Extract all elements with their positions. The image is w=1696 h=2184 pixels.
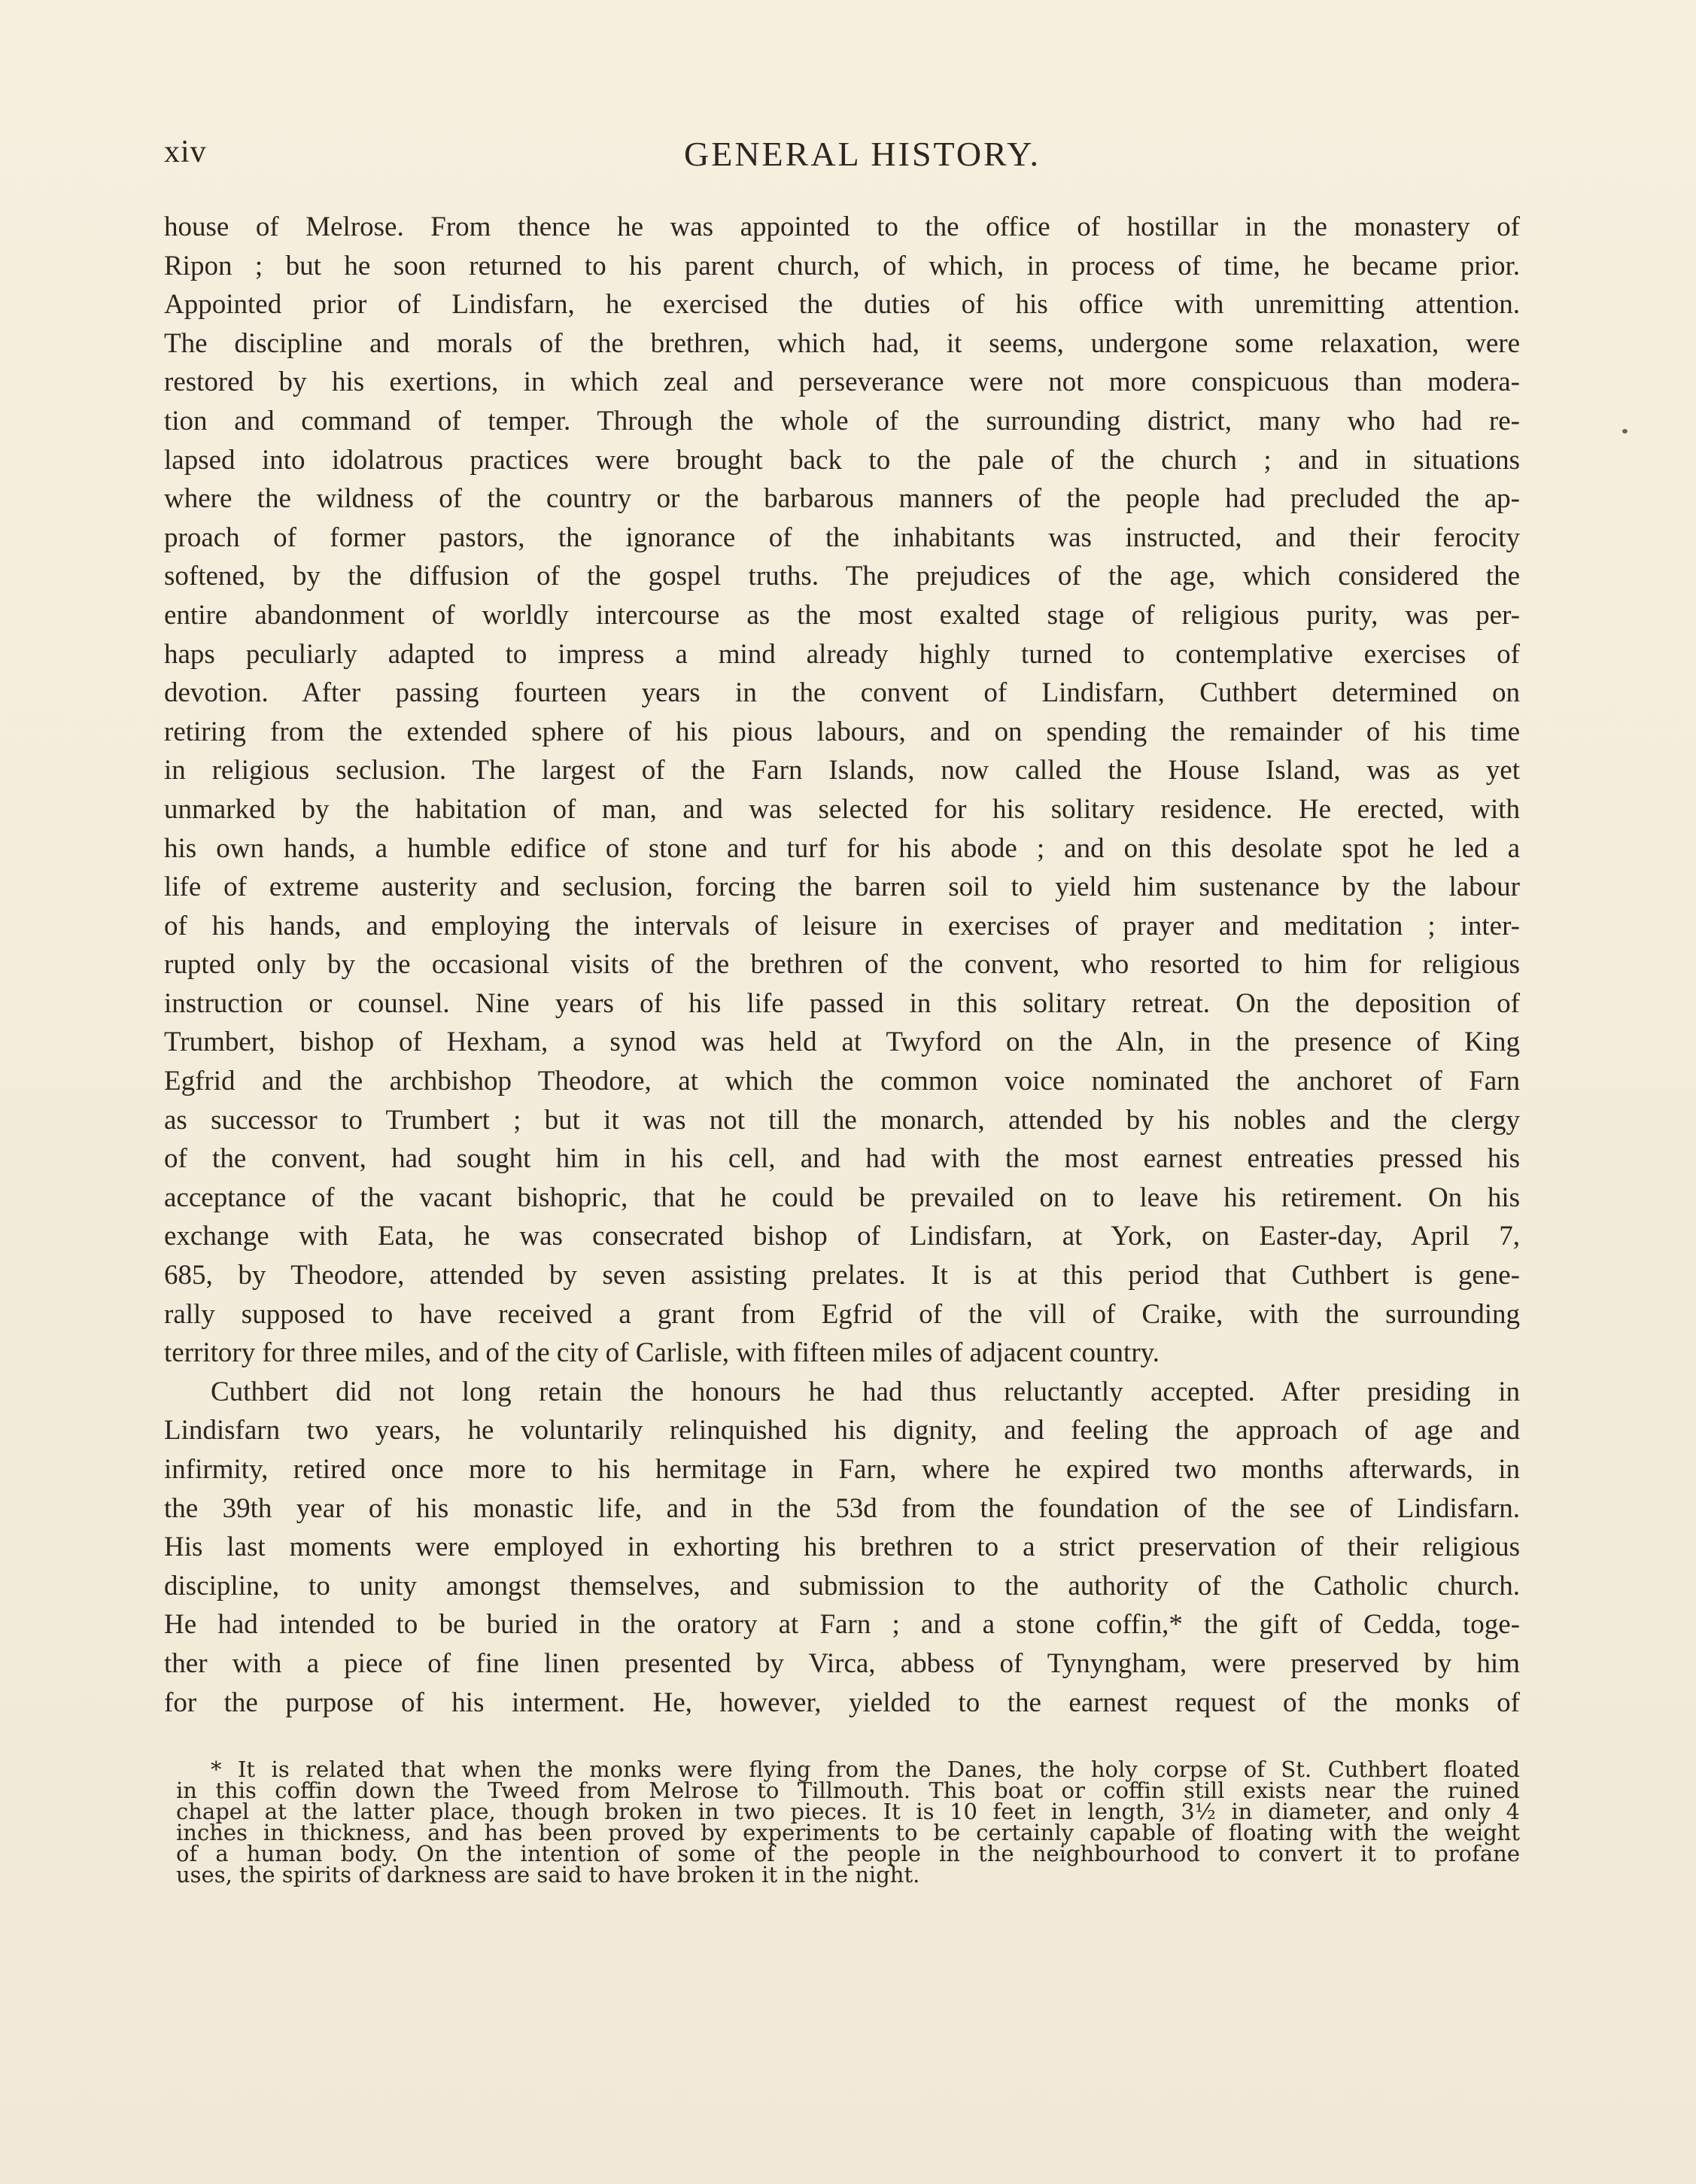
margin-speck	[1622, 429, 1628, 433]
footnote-line: inches in thickness, and has been proved by experiments to be certainly capable of floating with the weight	[176, 1820, 1520, 1845]
text-line: acceptance of the vacant bishopric, that he could be prevailed on to leave his retirement. On his	[164, 1182, 1520, 1213]
text-line: of the convent, had sought him in his cell, and had with the most earnest entreaties pressed his	[164, 1143, 1520, 1175]
text-line: Lindisfarn two years, he voluntarily relinquished his dignity, and feeling the approach of age and	[164, 1415, 1520, 1446]
footnote-line: of a human body. On the intention of some of the people in the neighbourhood to convert it to profane	[176, 1841, 1520, 1866]
text-line: discipline, to unity amongst themselves, and submission to the authority of the Catholic church.	[164, 1570, 1520, 1601]
text-line: territory for three miles, and of the city of Carlisle, with fifteen miles of adjacent country.	[164, 1337, 1160, 1369]
text-line: The discipline and morals of the brethren, which had, it seems, undergone some relaxation, were	[164, 327, 1520, 359]
text-line: in religious seclusion. The largest of the Farn Islands, now called the House Island, was as yet	[164, 755, 1520, 786]
footnote-line: uses, the spirits of darkness are said to have broken it in the night.	[176, 1862, 920, 1887]
footnote	[176, 1759, 1520, 1885]
text-line: haps peculiarly adapted to impress a mind already highly turned to contemplative exercises of	[164, 638, 1520, 670]
text-line: retiring from the extended sphere of his pious labours, and on spending the remainder of his time	[164, 716, 1520, 747]
page-title: GENERAL HISTORY.	[684, 135, 1041, 173]
text-line: rally supposed to have received a grant from Egfrid of the vill of Craike, with the surrounding	[164, 1298, 1520, 1330]
text-line: infirmity, retired once more to his hermitage in Farn, where he expired two months afterwards, in	[164, 1454, 1520, 1485]
text-line: proach of former pastors, the ignorance of the inhabitants was instructed, and their ferocity	[164, 522, 1520, 553]
body-text	[164, 208, 1520, 1722]
paragraph-start-line: Cuthbert did not long retain the honours he had thus reluctantly accepted. After presiding in	[211, 1376, 1520, 1407]
text-line: Appointed prior of Lindisfarn, he exercised the duties of his office with unremitting attention.	[164, 289, 1520, 321]
text-line: exchange with Eata, he was consecrated bishop of Lindisfarn, at York, on Easter-day, April 7,	[164, 1221, 1520, 1252]
text-line: life of extreme austerity and seclusion, forcing the barren soil to yield him sustenance by the labour	[164, 871, 1520, 903]
text-line: where the wildness of the country or the barbarous manners of the people had precluded the ap-	[164, 483, 1520, 515]
text-line: Egfrid and the archbishop Theodore, at which the common voice nominated the anchoret of Farn	[164, 1066, 1520, 1097]
text-line: His last moments were employed in exhorting his brethren to a strict preservation of their religious	[164, 1532, 1520, 1563]
text-line: tion and command of temper. Through the whole of the surrounding district, many who had re-	[164, 405, 1520, 436]
text-line: 685, by Theodore, attended by seven assisting prelates. It is at this period that Cuthbert is gene-	[164, 1260, 1520, 1291]
text-line: house of Melrose. From thence he was appointed to the office of hostillar in the monastery of	[164, 211, 1520, 242]
text-line: ther with a piece of fine linen presented by Virca, abbess of Tynyngham, were preserved by him	[164, 1647, 1520, 1679]
text-line: as successor to Trumbert ; but it was not till the monarch, attended by his nobles and the clergy	[164, 1104, 1520, 1136]
text-line: instruction or counsel. Nine years of his life passed in this solitary retreat. On the deposition of	[164, 987, 1520, 1019]
text-line: Trumbert, bishop of Hexham, a synod was held at Twyford on the Aln, in the presence of King	[164, 1027, 1520, 1058]
text-line: the 39th year of his monastic life, and in the 53d from the foundation of the see of Lindisfarn.	[164, 1492, 1520, 1524]
text-line: restored by his exertions, in which zeal and perseverance were not more conspicuous than modera-	[164, 367, 1520, 398]
text-line: lapsed into idolatrous practices were brought back to the pale of the church ; and in situations	[164, 444, 1520, 476]
text-line: of his hands, and employing the intervals of leisure in exercises of prayer and meditation ; inter-	[164, 910, 1520, 941]
footnote-line: in this coffin down the Tweed from Melrose to Tillmouth. This boat or coffin still exists near the ruined	[176, 1778, 1520, 1803]
footnote-line: * It is related that when the monks were flying from the Danes, the holy corpse of St. Cuthbert floated	[211, 1757, 1520, 1782]
text-line: for the purpose of his interment. He, however, yielded to the earnest request of the monks of	[164, 1687, 1520, 1718]
text-line: entire abandonment of worldly intercourse as the most exalted stage of religious purity, was per-	[164, 599, 1520, 631]
text-line: He had intended to be buried in the oratory at Farn ; and a stone coffin,* the gift of Cedda, toge-	[164, 1609, 1520, 1641]
text-line: rupted only by the occasional visits of the brethren of the convent, who resorted to him for religious	[164, 949, 1520, 981]
text-line: softened, by the diffusion of the gospel truths. The prejudices of the age, which considered the	[164, 561, 1520, 592]
text-line: his own hands, a humble edifice of stone and turf for his abode ; and on this desolate spot he led a	[164, 832, 1520, 864]
footnote-line: chapel at the latter place, though broken in two pieces. It is 10 feet in length, 3½ in diameter, and only 4	[176, 1799, 1520, 1824]
running-head	[164, 134, 1530, 179]
text-line: Ripon ; but he soon returned to his parent church, of which, in process of time, he became prior.	[164, 250, 1520, 281]
text-line: unmarked by the habitation of man, and was selected for his solitary residence. He erected, with	[164, 793, 1520, 825]
text-line: devotion. After passing fourteen years in the convent of Lindisfarn, Cuthbert determined on	[164, 677, 1520, 709]
page-number: xiv	[164, 135, 207, 169]
